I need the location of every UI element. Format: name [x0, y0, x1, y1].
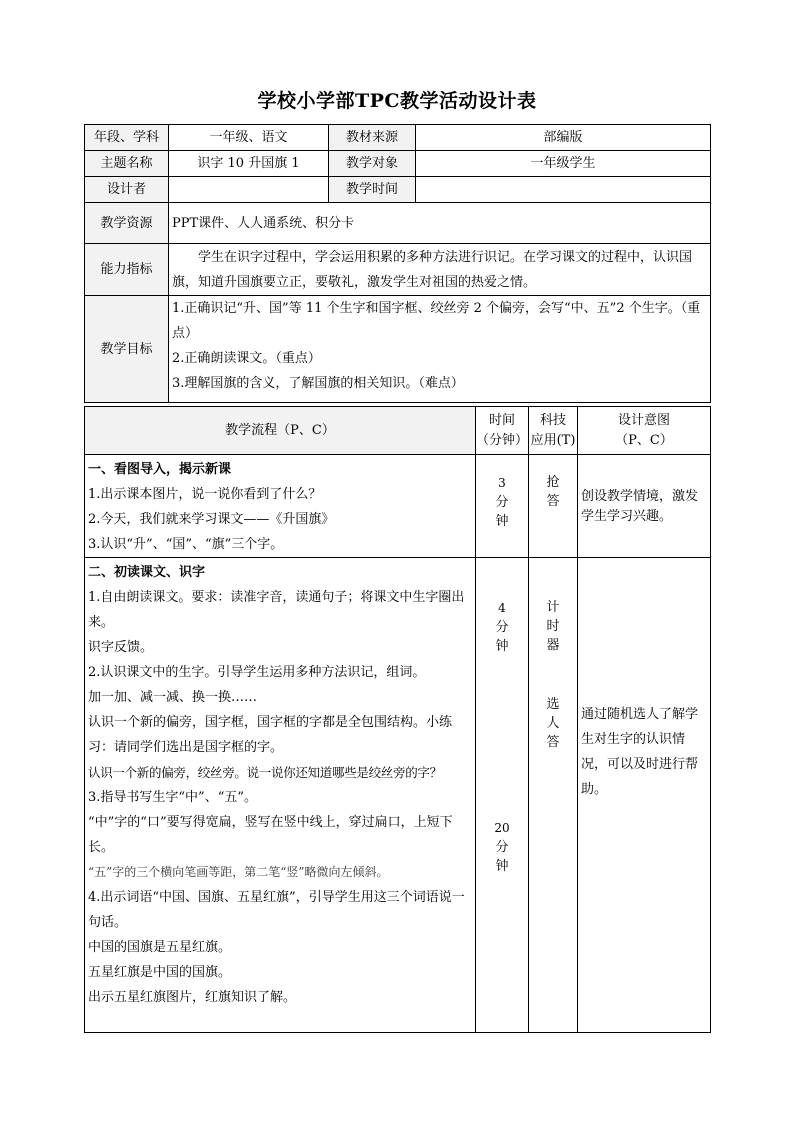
- section2-time: [476, 558, 529, 1033]
- section-heading: 一、看图导入，揭示新课: [88, 462, 232, 477]
- section2-tech: [529, 558, 578, 1033]
- flow-table: [84, 406, 711, 1033]
- tech-char: 人: [546, 716, 560, 731]
- flow-line: 加一加、减一减、换一换……: [88, 690, 258, 705]
- section-heading: 二、初读课文、识字: [88, 565, 206, 580]
- section1-intent: 创设教学情境，激发学生学习兴趣。: [578, 455, 711, 558]
- time-header-line: 时间: [488, 412, 515, 428]
- flow-line: 2.今天，我们就来学习课文——《升国旗》: [88, 512, 335, 527]
- flow-header-intent: [578, 407, 711, 455]
- designer-value: [169, 177, 329, 203]
- time-unit: 钟: [495, 859, 509, 874]
- time-number: 4: [498, 601, 506, 615]
- time-unit: 分: [495, 495, 509, 510]
- spacer: [479, 656, 525, 818]
- tech-char: 答: [546, 735, 560, 750]
- time-unit: 钟: [495, 514, 509, 529]
- tech-header-line: 科技: [539, 412, 566, 428]
- source-value: 部编版: [416, 125, 711, 151]
- flow-line: 2.认识课文中的生字。引导学生运用多种方法识记，组词。: [88, 665, 426, 680]
- designer-label: 设计者: [85, 177, 169, 203]
- section2-content: [85, 558, 476, 1033]
- flow-line: 3.认识“升”、“国”、“旗”三个字。: [88, 537, 284, 552]
- info-table: [84, 124, 711, 403]
- flow-header-time: [476, 407, 529, 455]
- tech-char: 抢: [546, 475, 560, 490]
- goal-item: 3.理解国旗的含义，了解国旗的相关知识。（难点）: [172, 376, 464, 391]
- time-number: 20: [494, 821, 510, 835]
- page-title: 学校小学部TPC教学活动设计表: [257, 90, 537, 112]
- tech-char: 器: [546, 638, 560, 653]
- section2-intent: 通过随机选人了解学生对生字的认识情况，可以及时进行帮助。: [578, 558, 711, 1033]
- grade-value: 一年级、语文: [169, 125, 329, 151]
- resources-label: 教学资源: [85, 203, 169, 244]
- ability-value: 学生在识字过程中，学会运用积累的多种方法进行识记。在学习课文的过程中，认识国旗，知道升国旗要立正，要敬礼，激发学生对祖国的热爱之情。: [169, 244, 711, 296]
- flow-line: 出示五星红旗图片，红旗知识了解。: [88, 990, 297, 1005]
- flow-line: 4.出示词语“中国、国旗、五星红旗”，引导学生用这三个词语说一句话。: [88, 890, 465, 930]
- tech-char: 时: [546, 619, 560, 634]
- flow-line: “中”字的“口”要写得宽扁，竖写在竖中线上，穿过扁口，上短下长。: [88, 815, 453, 855]
- section1-time: [476, 455, 529, 558]
- audience-value: 一年级学生: [416, 151, 711, 177]
- flow-line: 1.自由朗读课文。要求：读准字音，读通句子；将课文中生字圈出来。: [88, 590, 465, 630]
- topic-value: 识字 10 升国旗 1: [169, 151, 329, 177]
- goals-list: [169, 296, 711, 403]
- tech-char: 答: [546, 494, 560, 509]
- flow-line: 识字反馈。: [88, 640, 154, 655]
- time-number: 3: [498, 476, 506, 490]
- section1-tech: [529, 455, 578, 558]
- audience-label: 教学对象: [329, 151, 416, 177]
- time-unit: 分: [495, 620, 509, 635]
- flow-line: 中国的国旗是五星红旗。: [88, 940, 232, 955]
- tech-char: 选: [546, 697, 560, 712]
- ability-label: 能力指标: [85, 244, 169, 296]
- goals-label: 教学目标: [85, 296, 169, 403]
- goal-item: 2.正确朗读课文。（重点）: [172, 351, 321, 366]
- flow-header-tech: [529, 407, 578, 455]
- intent-header-line: 设计意图: [617, 412, 670, 428]
- time-header-line: （分钟）: [476, 432, 529, 448]
- source-label: 教材来源: [329, 125, 416, 151]
- flow-line: 1.出示课本图片，说一说你看到了什么？: [88, 487, 322, 502]
- flow-line: 3.指导书写生字“中”、“五”。: [88, 790, 257, 805]
- time-unit: 钟: [495, 639, 509, 654]
- topic-label: 主题名称: [85, 151, 169, 177]
- flow-line: “五”字的三个横向笔画等距，第二笔“竖”略微向左倾斜。: [88, 865, 389, 879]
- goal-item: 1.正确识记“升、国”等 11 个生字和国字框、绞丝旁 2 个偏旁，会写“中、五”2 个生字。（重点）: [172, 301, 701, 341]
- flow-line: 认识一个新的偏旁，绞丝旁。说一说你还知道哪些是绞丝旁的字？: [88, 765, 442, 780]
- grade-label: 年段、学科: [85, 125, 169, 151]
- resources-value: PPT课件、人人通系统、积分卡: [169, 203, 711, 244]
- flow-line: 认识一个新的偏旁，国字框，国字框的字都是全包围结构。小练习：请同学们选出是国字框的字。: [88, 715, 453, 755]
- time-unit: 分: [495, 840, 509, 855]
- tech-char: 计: [546, 600, 560, 615]
- intent-header-line: （P、C）: [615, 432, 673, 448]
- tech-header-line: 应用(T): [530, 432, 576, 448]
- spacer: [532, 655, 574, 695]
- flow-line: 五星红旗是中国的国旗。: [88, 965, 232, 980]
- time-label: 教学时间: [329, 177, 416, 203]
- time-value: [416, 177, 711, 203]
- section1-content: [85, 455, 476, 558]
- flow-header-process: 教学流程（P、C）: [85, 407, 476, 455]
